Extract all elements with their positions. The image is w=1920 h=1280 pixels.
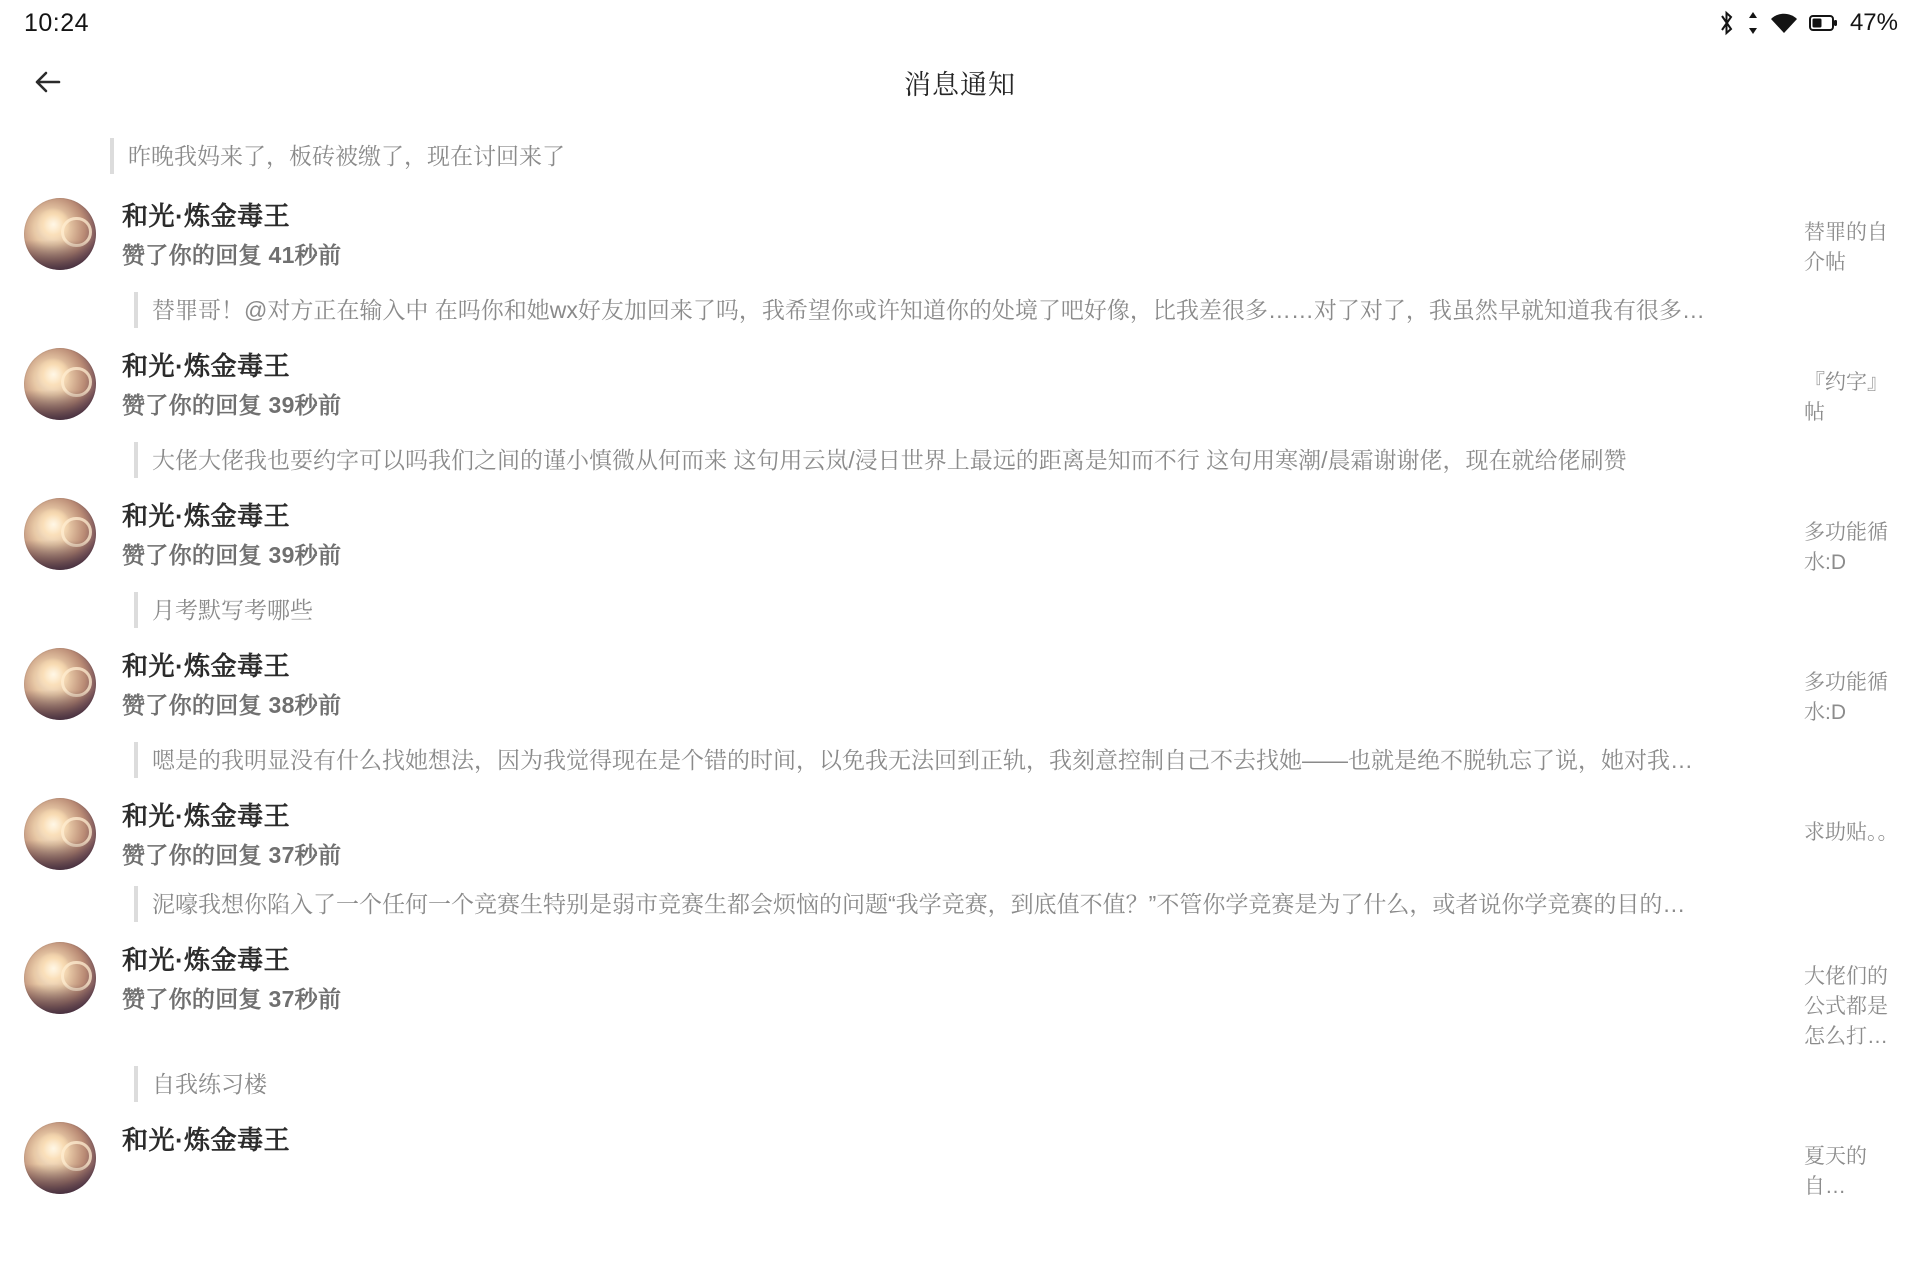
source-post-label[interactable]: 多功能循水:D	[1804, 671, 1888, 724]
notification-header[interactable]	[0, 198, 1920, 278]
avatar[interactable]	[24, 198, 96, 270]
battery-icon	[1808, 9, 1838, 37]
avatar[interactable]	[24, 1122, 96, 1194]
quote-text: 泥嚎我想你陷入了一个任何一个竞赛生特别是弱市竞赛生都会烦恼的问题“我学竞赛，到底值不值？”不管你学竞赛是为了什么，或者说你学竞赛的目的…	[134, 886, 1794, 922]
notification-header[interactable]	[0, 1122, 1920, 1202]
notification-item[interactable]	[0, 634, 1920, 784]
avatar[interactable]	[24, 798, 96, 870]
user-name[interactable]: 和光·炼金毒王	[122, 1125, 291, 1155]
notification-quote-row	[0, 442, 1920, 478]
notification-text	[122, 198, 1788, 272]
quote-text: 昨晚我妈来了，板砖被缴了，现在讨回来了	[110, 138, 565, 174]
notification-header[interactable]	[0, 798, 1920, 872]
quote-text: 月考默写考哪些	[134, 592, 1794, 628]
source-post-label[interactable]: 夏天的自…	[1804, 1145, 1867, 1198]
quote-text: 嗯是的我明显没有什么找她想法，因为我觉得现在是个错的时间，以免我无法回到正轨，我刻意控制自己不去找她——也就是绝不脱轨忘了说，她对我…	[134, 742, 1794, 778]
source-post-label[interactable]: 大佬们的公式都是怎么打…	[1804, 965, 1888, 1048]
avatar-shadow	[24, 1164, 96, 1194]
avatar[interactable]	[24, 942, 96, 1014]
source-post-label[interactable]: 『约字』帖	[1804, 371, 1888, 424]
avatar-shadow	[24, 690, 96, 720]
back-button[interactable]	[20, 54, 76, 110]
notification-list[interactable]	[0, 118, 1920, 1280]
notification-text	[122, 798, 1788, 872]
avatar-shadow	[24, 840, 96, 870]
notification-text	[122, 348, 1788, 422]
title-bar	[0, 46, 1920, 118]
notification-header[interactable]	[0, 648, 1920, 728]
action-text: 赞了你的回复 41秒前	[122, 242, 342, 268]
notification-item[interactable]	[0, 184, 1920, 334]
notification-item[interactable]	[0, 784, 1920, 928]
user-name[interactable]: 和光·炼金毒王	[122, 801, 291, 831]
notification-quote-row	[0, 1066, 1920, 1102]
avatar-shadow	[24, 390, 96, 420]
scrolled-quote-row	[0, 138, 1920, 174]
action-text: 赞了你的回复 38秒前	[122, 692, 342, 718]
user-name[interactable]: 和光·炼金毒王	[122, 201, 291, 231]
action-text: 赞了你的回复 39秒前	[122, 392, 342, 418]
avatar-shadow	[24, 540, 96, 570]
quote-text: 自我练习楼	[134, 1066, 1794, 1102]
notification-header[interactable]	[0, 942, 1920, 1052]
notification-item[interactable]	[0, 928, 1920, 1108]
status-clock: 10:24	[24, 8, 90, 37]
quote-text: 替罪哥！@对方正在输入中 在吗你和她wx好友加回来了吗，我希望你或许知道你的处境了吧好像，比我差很多……对了对了，我虽然早就知道我有很多…	[134, 292, 1794, 328]
page-title: 消息通知	[904, 69, 1016, 100]
action-text: 赞了你的回复 39秒前	[122, 542, 342, 568]
notification-quote-row	[0, 742, 1920, 778]
notification-text	[122, 498, 1788, 572]
source-post-label[interactable]: 求助贴。。	[1804, 821, 1899, 844]
source-post-label[interactable]: 多功能循水:D	[1804, 521, 1888, 574]
avatar[interactable]	[24, 348, 96, 420]
status-icons	[1717, 9, 1898, 37]
avatar[interactable]	[24, 648, 96, 720]
notification-item[interactable]	[0, 334, 1920, 484]
notification-quote-row	[0, 886, 1920, 922]
avatar[interactable]	[24, 498, 96, 570]
user-name[interactable]: 和光·炼金毒王	[122, 351, 291, 381]
notification-quote-row	[0, 292, 1920, 328]
status-bar	[0, 0, 1920, 46]
notification-header[interactable]	[0, 498, 1920, 578]
notification-item[interactable]	[0, 484, 1920, 634]
back-arrow-icon	[29, 63, 67, 101]
avatar-shadow	[24, 240, 96, 270]
user-name[interactable]: 和光·炼金毒王	[122, 945, 291, 975]
notification-header[interactable]	[0, 348, 1920, 428]
signal-arrows-icon	[1746, 9, 1760, 37]
notification-quote-row	[0, 592, 1920, 628]
notification-text	[122, 942, 1788, 1016]
notification-item[interactable]	[0, 1108, 1920, 1208]
user-name[interactable]: 和光·炼金毒王	[122, 501, 291, 531]
notification-text	[122, 648, 1788, 722]
action-text: 赞了你的回复 37秒前	[122, 986, 342, 1012]
source-post-label[interactable]: 替罪的自介帖	[1804, 221, 1888, 274]
wifi-icon	[1769, 9, 1799, 37]
battery-percent: 47%	[1849, 9, 1898, 36]
user-name[interactable]: 和光·炼金毒王	[122, 651, 291, 681]
avatar-shadow	[24, 984, 96, 1014]
notification-text	[122, 1122, 1788, 1162]
quote-text: 大佬大佬我也要约字可以吗我们之间的谨小慎微从何而来 这句用云岚/浸日世界上最远的距离是知而不行 这句用寒潮/晨霜谢谢佬，现在就给佬刷赞	[134, 442, 1794, 478]
action-text: 赞了你的回复 37秒前	[122, 842, 342, 868]
bluetooth-icon	[1717, 9, 1737, 37]
